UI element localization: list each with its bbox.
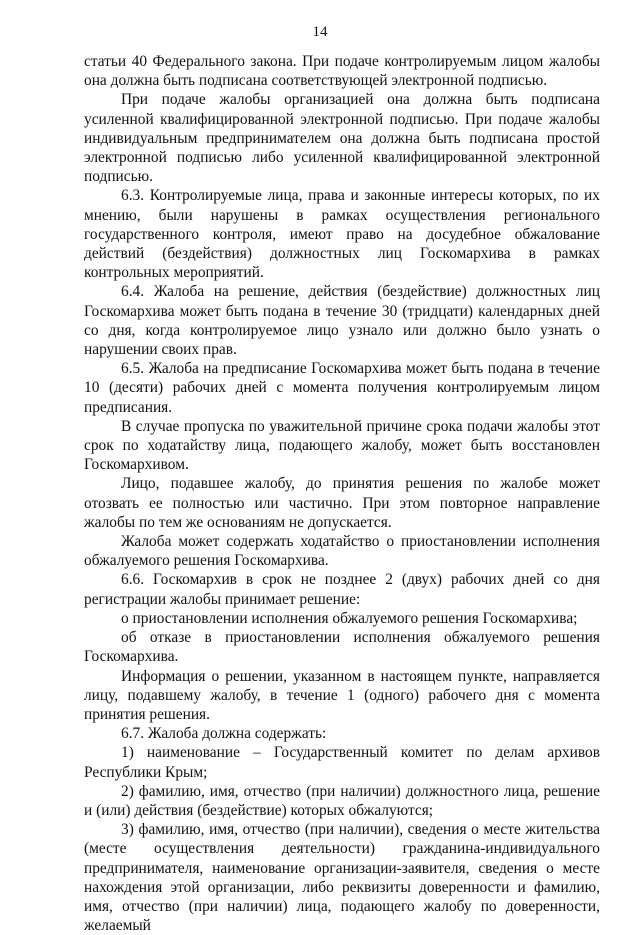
list-item: 1) наименование – Государственный комитет по делам архивов Республики Крым; — [84, 744, 600, 781]
page-number: 14 — [312, 24, 328, 40]
paragraph: об отказе в приостановлении исполнения обжалуемого решения Госкомархива. — [84, 629, 600, 666]
paragraph: В случае пропуска по уважительной причине срока подачи жалобы этот срок по ходатайству лица, подающего жалобу, может быть восстановлен Госкомархивом. — [84, 417, 600, 474]
paragraph: Лицо, подавшее жалобу, до принятия решения по жалобе может отозвать ее полностью или частично. При этом повторное направление жалобы по тем же основаниям не допускается. — [84, 475, 600, 531]
paragraph: 6.7. Жалоба должна содержать: — [121, 725, 327, 743]
paragraph: о приостановлении исполнения обжалуемого решения Госкомархива; — [121, 609, 578, 627]
paragraph: статьи 40 Федерального закона. При подаче контролируемым лицом жалобы она должна быть подписана соответствующей электронной подписью. — [84, 53, 600, 90]
list-item: 2) фамилию, имя, отчество (при наличии) должностного лица, решение и (или) действия (бездействие) которых обжалуются; — [84, 782, 600, 819]
paragraph: 6.3. Контролируемые лица, права и законные интересы которых, по их мнению, были нарушены в рамках осуществления регионального государственного контроля, имеют право на досудебное обжалование действий (бездействия) должностных лиц Госкомархива в рамках контрольных мероприятий. — [84, 187, 600, 282]
paragraph: При подаче жалобы организацией она должна быть подписана усиленной квалифицированной электронной подписью. При подаче жалобы индивидуальным предпринимателем она должна быть подписана простой электронной подписью либо усиленной квалифицированной электронной подписью. — [84, 91, 600, 186]
paragraph: 6.4. Жалоба на решение, действия (бездействие) должностных лиц Госкомархива может быть подана в течение 30 (тридцати) календарных дней со дня, когда контролируемое лицо узнало или должно было узнать о нарушении своих прав. — [84, 283, 600, 359]
paragraph: 6.5. Жалоба на предписание Госкомархива может быть подана в течение 10 (десяти) рабочих дней с момента получения контролируемым лицом предписания. — [84, 360, 600, 416]
list-item: 3) фамилию, имя, отчество (при наличии), сведения о месте жительства (месте осуществления деятельности) гражданина-индивидуального предпринимателя, наименование организации-заявителя, сведения о месте нахождения этой организации, либо реквизиты доверенности и фамилию, имя, отчество (при наличии) лица, подающего жалобу по доверенности, желаемый — [84, 821, 600, 935]
paragraph: Жалоба может содержать ходатайство о приостановлении исполнения обжалуемого решения Госкомархива. — [84, 533, 600, 570]
document-body — [84, 52, 600, 935]
paragraph: 6.6. Госкомархив в срок не позднее 2 (двух) рабочих дней со дня регистрации жалобы принимает решение: — [84, 571, 600, 608]
paragraph: Информация о решении, указанном в настоящем пункте, направляется лицу, подавшему жалобу, в течение 1 (одного) рабочего дня с момента принятия решения. — [84, 667, 600, 723]
